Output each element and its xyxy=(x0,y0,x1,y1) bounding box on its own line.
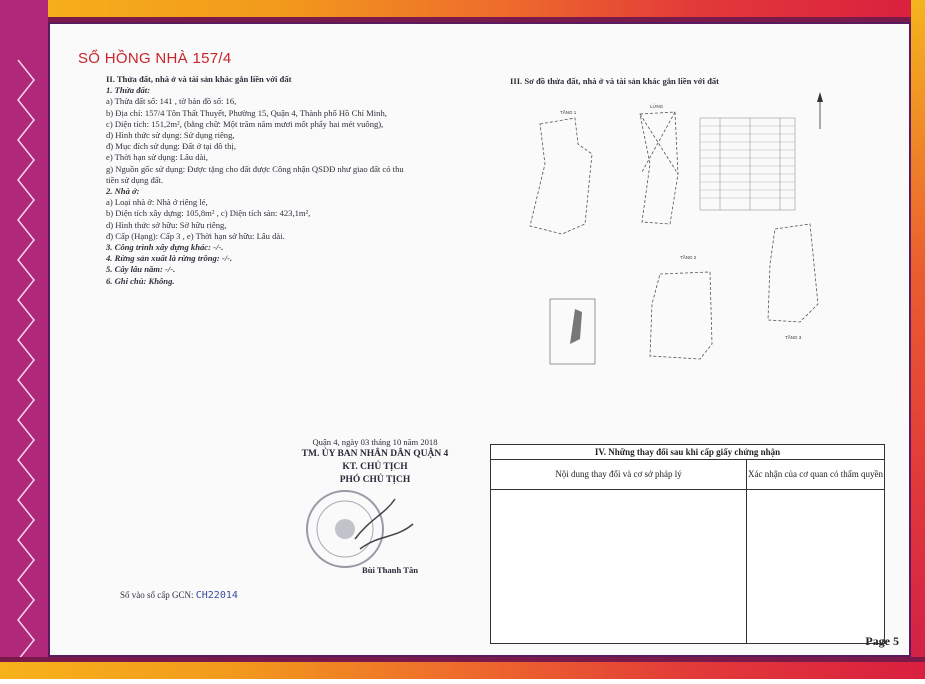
signature-role: PHÓ CHỦ TỊCH xyxy=(339,475,411,485)
section-2-heading: II. Thửa đất, nhà ở và tài sản khác gắn liền với đất xyxy=(106,74,292,84)
house-line-a: a) Loại nhà ở: Nhà ở riêng lẻ, xyxy=(106,197,208,208)
changes-col-2-header: Xác nhận của cơ quan có thẩm quyền xyxy=(747,459,884,490)
changes-col-1-header: Nội dung thay đổi và cơ sở pháp lý xyxy=(491,459,746,490)
land-line-a: a) Thửa đất số: 141 , tờ bản đồ số: 16, xyxy=(106,96,237,107)
section-3-heading: III. Sơ đồ thửa đất, nhà ở và tài sản khác gắn liền với đất xyxy=(510,76,720,86)
registry-label: Số vào sổ cấp GCN: xyxy=(120,590,194,600)
signature-org: TM. ỦY BAN NHÂN DÂN QUẬN 4 xyxy=(301,449,449,459)
item-5: 5. Cây lâu năm: -/-. xyxy=(106,264,176,275)
item-3: 3. Công trình xây dựng khác: -/-. xyxy=(106,242,224,253)
land-line-e: đ) Mục đích sử dụng: Đất ở tại đô thị, xyxy=(106,141,236,152)
page-title: SỔ HỒNG NHÀ 157/4 xyxy=(78,50,232,67)
place-date: Quận 4, ngày 03 tháng 10 năm 2018 xyxy=(312,437,438,447)
item-4: 4. Rừng sản xuất là rừng trồng: -/-. xyxy=(106,253,233,264)
signer-name: Bùi Thanh Tân xyxy=(361,565,419,575)
land-heading: 1. Thửa đất: xyxy=(106,85,151,96)
land-line-f: e) Thời hạn sử dụng: Lâu dài, xyxy=(106,152,208,163)
registry-value: CH22014 xyxy=(195,590,238,601)
document-page xyxy=(48,22,911,657)
land-line-g2: tiền sử dụng đất. xyxy=(106,174,164,185)
decorative-frame-left xyxy=(0,0,48,679)
house-line-e: đ) Cấp (Hạng): Cấp 3 , e) Thời hạn sở hữu: Lâu dài. xyxy=(106,230,285,241)
section-4-heading: IV. Những thay đổi sau khi cấp giấy chứng nhận xyxy=(491,445,884,460)
decorative-frame-right xyxy=(911,0,925,679)
floor-plans-diagram xyxy=(500,84,860,384)
land-line-d: d) Hình thức sử dụng: Sử dụng riêng, xyxy=(106,130,235,141)
item-6: 6. Ghi chú: Không. xyxy=(106,275,175,286)
zigzag-pattern-icon xyxy=(0,0,48,679)
house-heading: 2. Nhà ở: xyxy=(106,186,140,197)
changes-table xyxy=(490,444,885,644)
section-2 xyxy=(106,74,466,287)
floor-label-1: TẦNG 1 xyxy=(560,110,577,115)
decorative-frame-bottom xyxy=(0,657,925,679)
house-line-d: d) Hình thức sở hữu: Sở hữu riêng, xyxy=(106,219,227,230)
registry-row xyxy=(120,590,238,601)
floor-label-mezz: LỬNG xyxy=(650,104,664,109)
floor-label-2: TẦNG 2 xyxy=(680,255,697,260)
land-line-g1: g) Nguồn gốc sử dụng: Được tặng cho đất được Công nhận QSDĐ như giao đất có thu xyxy=(106,163,404,174)
page-number: Page 5 xyxy=(865,634,899,648)
land-line-c: c) Diện tích: 151,2m², (bằng chữ: Một trăm năm mươi mốt phẩy hai mét vuông), xyxy=(106,118,384,129)
decorative-frame-top xyxy=(0,0,925,22)
land-line-b: b) Địa chỉ: 157/4 Tôn Thất Thuyết, Phường 15, Quận 4, Thành phố Hồ Chí Minh, xyxy=(106,107,387,118)
floor-label-3: TẦNG 3 xyxy=(785,335,802,340)
signature-kt: KT. CHỦ TỊCH xyxy=(342,462,408,472)
house-line-b: b) Diện tích xây dựng: 105,8m² , c) Diện tích sàn: 423,1m², xyxy=(106,208,311,219)
